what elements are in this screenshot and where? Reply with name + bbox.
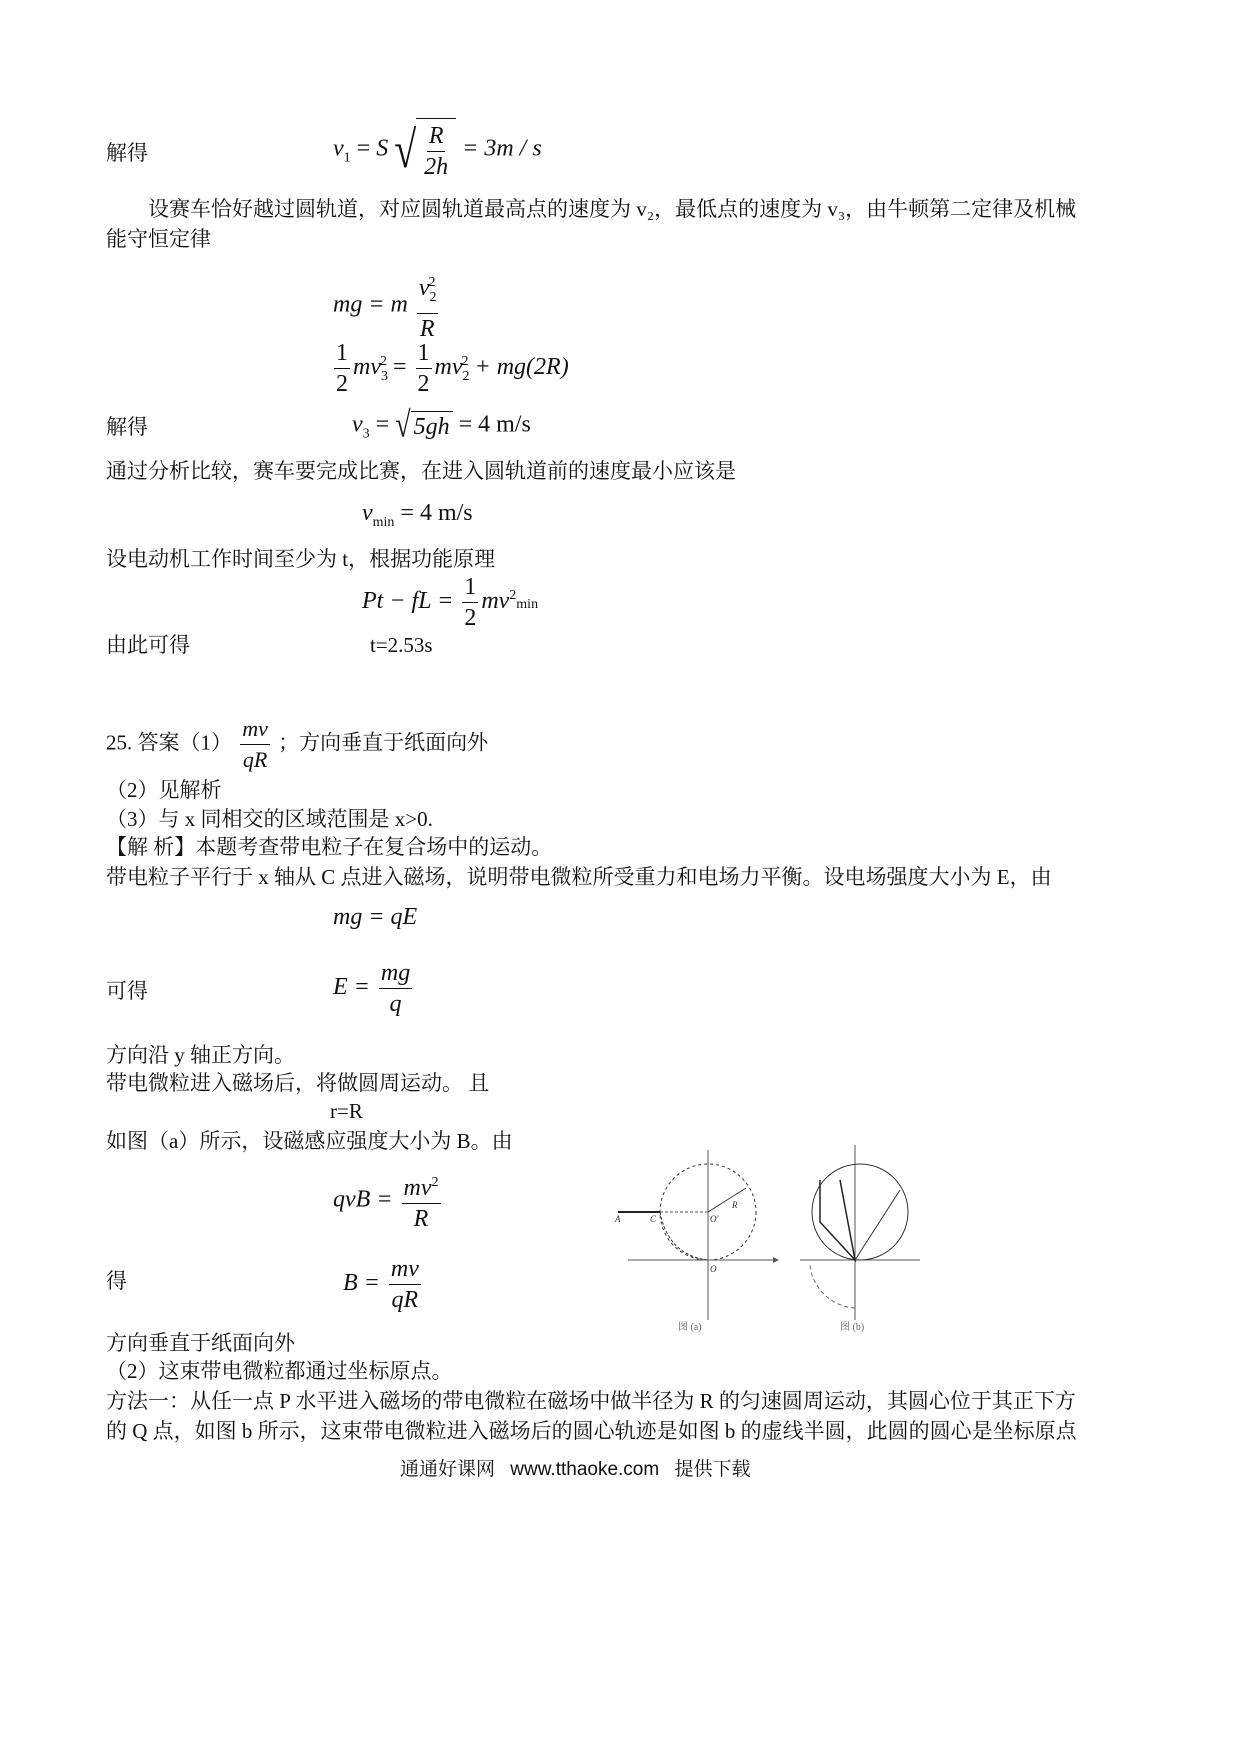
label-A: A [615, 1214, 621, 1224]
label-O: O [710, 1264, 717, 1274]
eq-lhs: mg = m [333, 291, 408, 318]
caption-b: 图 (b) [840, 1322, 865, 1333]
paragraph-v2v3-line2: 能守恒定律 [106, 227, 211, 251]
eq-sub: 3 [362, 426, 370, 442]
frac-num: mv [240, 714, 270, 745]
label-youci: 由此可得 [106, 633, 190, 657]
sqrt: √ $\frac{R}{2h}$ [394, 118, 456, 182]
label-C: C [650, 1214, 657, 1224]
eq-sup: 2 [509, 588, 517, 604]
eq-sub: 1 [343, 150, 351, 166]
analysis-line1: 带电粒子平行于 x 轴从 C 点进入磁场，说明带电微粒所受重力和电场力平衡。设电场强度大小为 E，由 [106, 865, 1052, 889]
eq-var: S [376, 135, 389, 162]
figure-b [800, 1140, 930, 1335]
equation-qvB: qvB = $\frac{mv^2}{R}$ [333, 1168, 444, 1234]
result-t: t=2.53s [370, 633, 433, 657]
analysis-heading: 【解 析】本题考查带电粒子在复合场中的运动。 [106, 835, 553, 859]
answer-part3: （3）与 x 同相交的区域范围是 x>0. [106, 807, 433, 831]
frac-num: R [427, 121, 446, 152]
equation-centripetal [333, 268, 441, 344]
radius-line [708, 1188, 746, 1212]
equation-E [333, 958, 415, 1019]
frac-num: 1 [334, 338, 350, 369]
eq-var: v [333, 135, 344, 162]
paragraph-v2v3-line1: 设赛车恰好越过圆轨道，对应圆轨道最高点的速度为 v₂，最低点的速度为 v₃，由牛顿第二定律及机械 [148, 197, 1077, 221]
method1-line2: 的 Q 点，如图 b 所示，这束带电微粒进入磁场后的圆心轨迹是如图 b 的虚线半圆，此圆的圆心是坐标原点 [106, 1419, 1077, 1443]
frac-num: 1 [462, 572, 478, 603]
footer-url[interactable]: www.tthaoke.com [510, 1459, 660, 1480]
eq-op: = [392, 354, 413, 381]
eq-mv: mv [481, 588, 510, 615]
direction-y: 方向沿 y 轴正方向。 [106, 1043, 295, 1067]
eq-tail: + mg(2R) [474, 354, 569, 381]
paragraph-motor: 设电动机工作时间至少为 t，根据功能原理 [106, 547, 496, 571]
eq-lhs: qvB = [333, 1186, 393, 1213]
frac-den: R [419, 315, 435, 342]
label-O-prime: O' [710, 1214, 719, 1224]
arc-trajectory [660, 1212, 708, 1260]
eq-rhs: = 3m / s [462, 135, 542, 162]
radius-line [855, 1190, 900, 1260]
frac-den: 2h [424, 154, 449, 180]
equation-v3: $v_3$ = √ 5gh = 4 m/s [352, 405, 531, 446]
caption-a: 图 (a) [678, 1322, 702, 1333]
frac-num: mv [403, 1175, 432, 1201]
figure-a-intro: 如图（a）所示，设磁感应强度大小为 B。由 [106, 1129, 513, 1153]
r-equals-R: r=R [330, 1099, 363, 1123]
method1-line1: 方法一：从任一点 P 水平进入磁场的带电微粒在磁场中做半径为 R 的匀速圆周运动，其圆心位于其正下方 [106, 1389, 1076, 1413]
eq-sub: min [516, 597, 539, 613]
figure-a [608, 1140, 788, 1335]
footer-site: 通通好课网 [400, 1459, 496, 1480]
label-de: 得 [106, 1269, 127, 1293]
eq-lhs: Pt − fL = [362, 588, 454, 615]
equation-mg-qe: mg = qE [333, 904, 418, 930]
frac-den: 2 [336, 371, 348, 397]
label-R: R [732, 1200, 738, 1210]
eq-lhs: B = [343, 1270, 380, 1297]
frac-den: qR [242, 747, 268, 772]
equation-B [343, 1254, 424, 1315]
frac-den: 2 [464, 605, 477, 631]
label-jiede-2: 解得 [106, 415, 148, 439]
equation-work [362, 572, 538, 633]
frac-den: R [413, 1206, 429, 1232]
paragraph-compare: 通过分析比较，赛车要完成比赛，在进入圆轨道前的速度最小应该是 [106, 459, 736, 483]
eq-rhs: = 4 m/s [400, 500, 473, 526]
answer-part2: （2）见解析 [106, 778, 222, 802]
circle-motion: 带电微粒进入磁场后，将做圆周运动。 且 [106, 1071, 490, 1095]
fraction: $\frac{v_2^2}{R}$ [417, 268, 438, 344]
part2-statement: （2）这束带电微粒都通过坐标原点。 [106, 1359, 453, 1383]
direction-out: 方向垂直于纸面向外 [106, 1331, 295, 1355]
frac-num: mg [379, 958, 412, 989]
eq-lhs: E = [333, 974, 370, 1001]
field-circle [812, 1164, 908, 1260]
label-kede: 可得 [106, 979, 148, 1003]
label-jiede-1: 解得 [106, 141, 148, 165]
eq-var: v [352, 411, 363, 438]
answer-suffix: ；方向垂直于纸面向外 [278, 730, 489, 755]
equation-v1: $v_1 = S$ √ $\frac{R}{2h}$ = 3m / s [333, 118, 542, 182]
footer-provided: 提供下载 [674, 1459, 751, 1480]
frac-num: mv [389, 1254, 421, 1285]
footer [400, 1454, 751, 1481]
frac-num: v [418, 275, 430, 301]
equation-vmin [362, 500, 473, 531]
answer-25 [106, 714, 488, 775]
equation-energy: $\frac{1}{2}$ $mv_3^2$ = $\frac{1}{2}$ $mv_2^2 + mg(2R)$ [336, 340, 569, 397]
eq-sub: min [372, 514, 395, 530]
frac-den: qR [391, 1287, 419, 1313]
frac-den: q [389, 991, 402, 1017]
trajectory [820, 1180, 855, 1260]
answer-prefix: 25. 答案（1） [106, 730, 232, 755]
center-locus [810, 1265, 855, 1308]
eq-var: v [362, 500, 373, 526]
eq-rhs: = 4 m/s [458, 411, 531, 438]
radicand: 5gh [411, 411, 453, 441]
